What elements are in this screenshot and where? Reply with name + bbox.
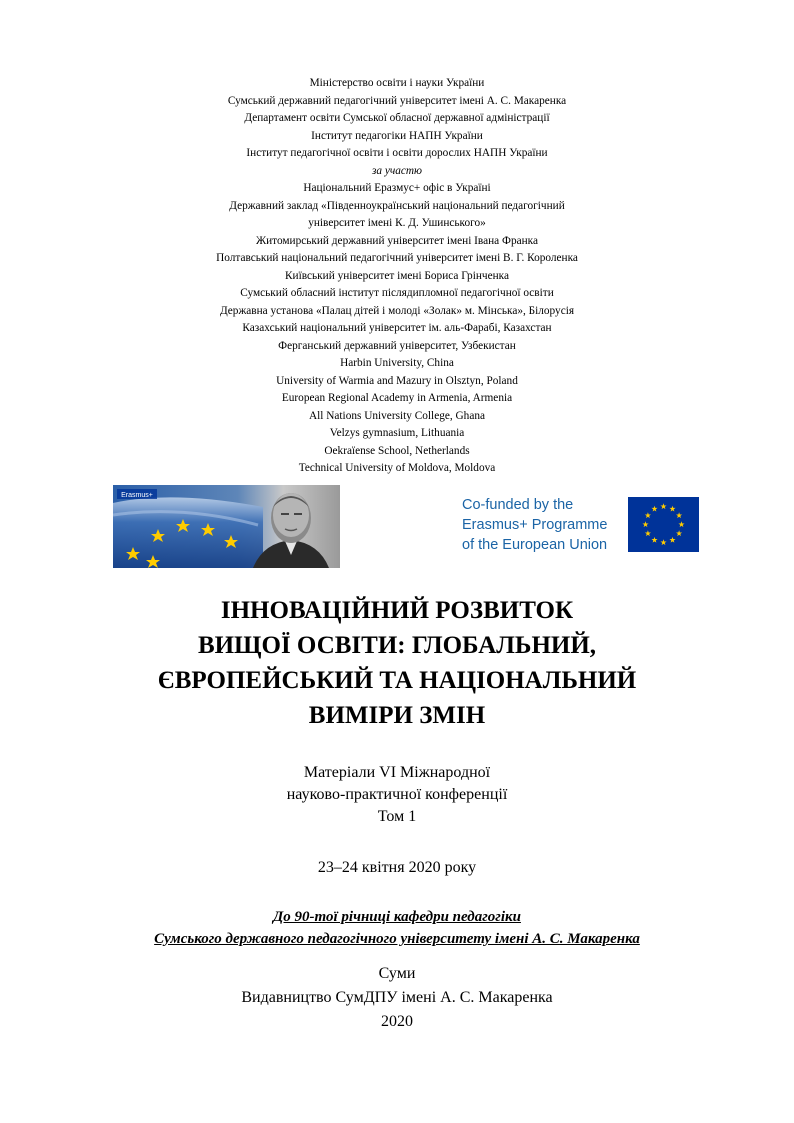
partner-line: Полтавський національний педагогічний університет імені В. Г. Короленка	[216, 252, 578, 264]
logo-text-line: of the European Union	[462, 537, 608, 553]
partner-line: Technical University of Moldova, Moldova	[298, 462, 496, 474]
title-line: ВИЩОЇ ОСВІТИ: ГЛОБАЛЬНИЙ,	[197, 632, 597, 659]
erasmus-badge-text: Erasmus+	[121, 492, 153, 499]
title-line: ІННОВАЦІЙНИЙ РОЗВИТОК	[220, 597, 574, 624]
partner-line: Національний Еразмус+ офіс в Україні	[303, 182, 491, 194]
organizers-list	[0, 75, 794, 478]
partner-line: Державний заклад «Південноукраїнський національний педагогічний	[229, 199, 565, 212]
partner-line: Житомирський державний університет імені Івана Франка	[256, 234, 538, 247]
document-title	[0, 593, 794, 733]
org-line: Міністерство освіти і науки України	[309, 77, 485, 89]
title-line: ЄВРОПЕЙСЬКИЙ ТА НАЦІОНАЛЬНИЙ	[157, 667, 637, 694]
erasmus-cofunded-logo	[462, 495, 702, 555]
publication-year: 2020	[381, 1013, 413, 1030]
publisher-info	[0, 962, 794, 1034]
publisher-city: Суми	[378, 965, 416, 982]
dedication-line: Сумського державного педагогічного університету імені А. С. Макаренка	[154, 931, 640, 947]
conference-date: 23–24 квітня 2020 року	[317, 859, 477, 876]
partner-line: Velzys gymnasium, Lithuania	[329, 427, 465, 439]
partner-line: Сумський обласний інститут післядипломної педагогічної освіти	[240, 287, 554, 299]
subtitle-line: Матеріали VI Міжнародної	[303, 764, 491, 781]
publisher-name: Видавництво СумДПУ імені А. С. Макаренка	[241, 989, 553, 1006]
partner-line: університет імені К. Д. Ушинського»	[308, 217, 486, 229]
volume-label: Том 1	[377, 808, 417, 825]
logo-text-line: Co-funded by the	[462, 497, 574, 513]
partner-line: Державна установа «Палац дітей і молоді «Золак» м. Мінська», Білорусія	[219, 304, 575, 317]
partner-line: Київський університет імені Бориса Грінченка	[285, 269, 509, 282]
logo-text	[462, 495, 622, 555]
subtitle-line: науково-практичної конференції	[286, 786, 508, 803]
photo-illustration	[113, 485, 340, 568]
portrait-eu-flag-photo	[113, 485, 340, 568]
org-line: Інститут педагогіки НАПН України	[311, 129, 483, 142]
partner-line: University of Warmia and Mazury in Olsztyn, Poland	[276, 374, 518, 387]
partner-line: Казахський національний університет ім. аль-Фарабі, Казахстан	[242, 322, 552, 334]
participation-label: за участю	[371, 164, 423, 177]
eu-flag-icon	[628, 497, 699, 552]
org-line: Інститут педагогічної освіти і освіти дорослих НАПН України	[246, 147, 548, 159]
dedication	[0, 906, 794, 950]
org-line: Департамент освіти Сумської обласної державної адміністрації	[244, 112, 550, 124]
conference-materials	[0, 762, 794, 828]
partner-line: Harbin University, China	[340, 357, 454, 369]
partner-line: Oekraïense School, Netherlands	[324, 444, 470, 457]
title-line: ВИМІРИ ЗМІН	[308, 702, 486, 729]
org-line: Сумський державний педагогічний університет імені А. С. Макаренка	[227, 94, 567, 107]
logo-text-line: Erasmus+ Programme	[462, 517, 608, 533]
dedication-line: До 90-тої річниці кафедри педагогіки	[273, 909, 521, 925]
partner-line: All Nations University College, Ghana	[308, 409, 485, 422]
partner-line: European Regional Academy in Armenia, Armenia	[281, 392, 513, 404]
partner-line: Ферганський державний університет, Узбекистан	[278, 339, 516, 352]
